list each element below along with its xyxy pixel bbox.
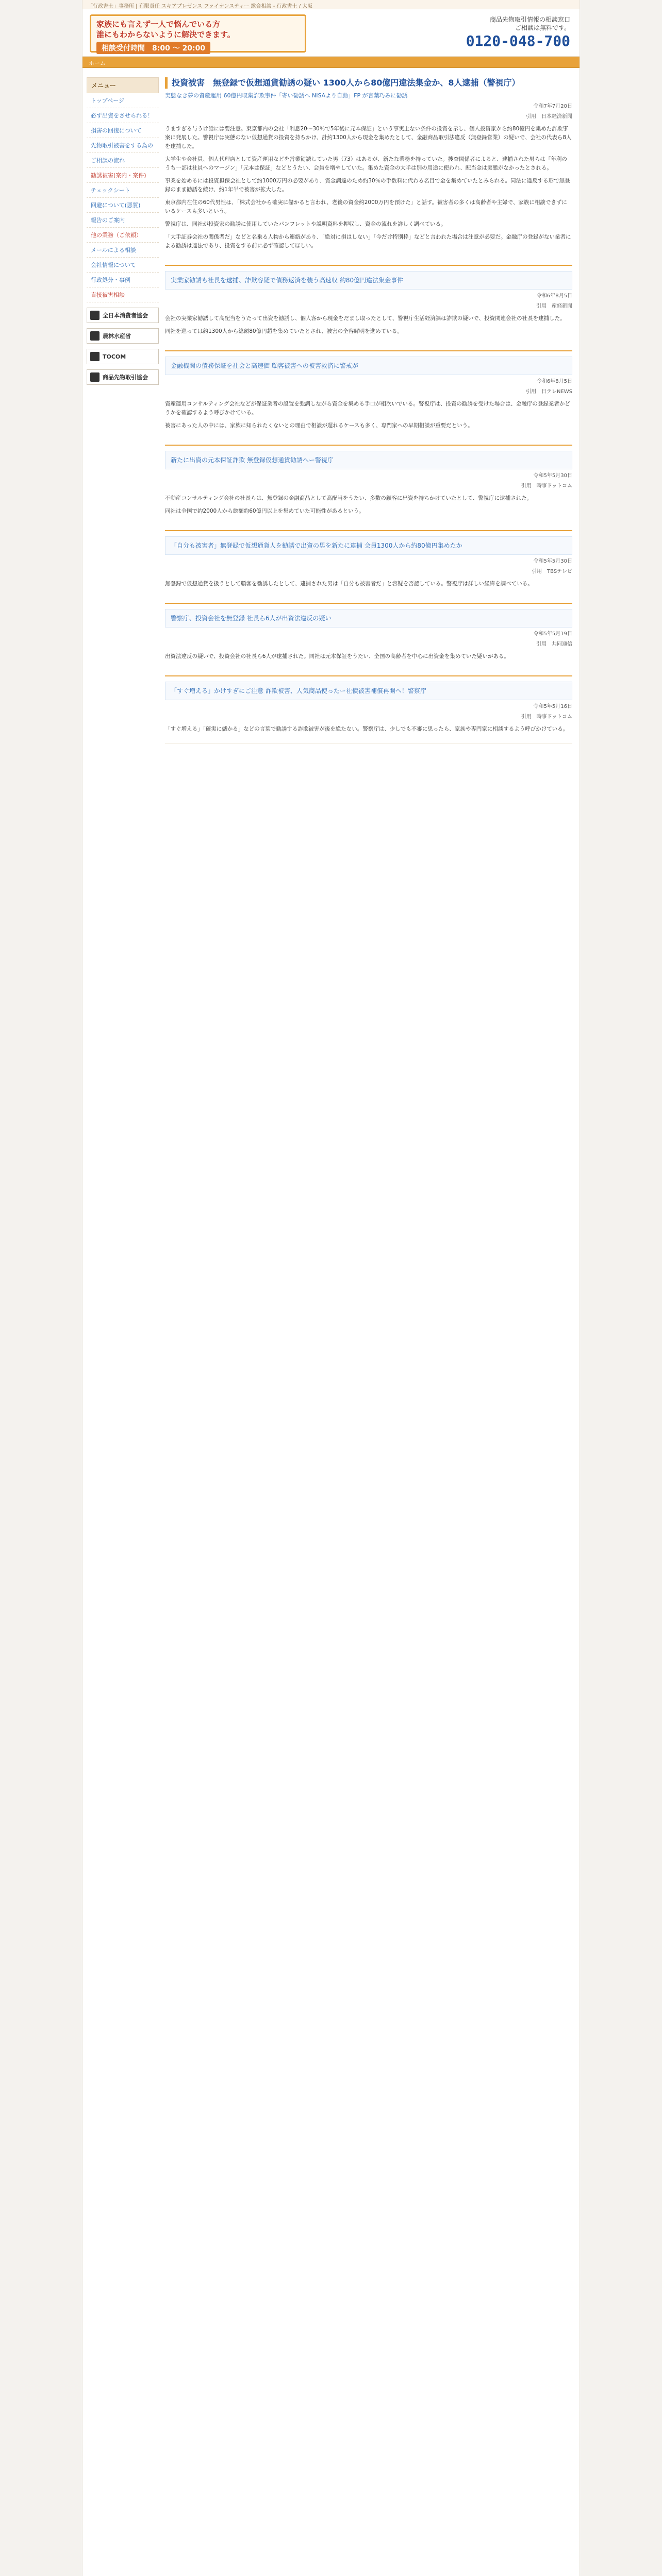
article-paragraph: 「大手証券会社の関係者だ」などと名乗る人物から連絡があり、「絶対に損はしない」「今だけ特別枠」などと言われた場合は注意が必要だ。金融庁の登録がない業者による勧誘は違法であり、投資をする前に必ず確認してほしい。 [165, 234, 571, 249]
sidebar-item[interactable]: 会社情報について [87, 258, 159, 273]
article-source: 引用 TBSテレビ [532, 569, 572, 574]
sidebar-item[interactable]: 直接被害相談 [87, 287, 159, 302]
banner-logo-icon [90, 311, 100, 320]
article-date: 令和6年8月5日 [536, 379, 572, 384]
article-paragraph: 同社を巡っては約1300人から総額80億円超を集めていたとされ、被害の全容解明を進めている。 [165, 328, 403, 334]
article-paragraph: 出資法違反の疑いで、投資会社の社長ら6人が逮捕された。同社は元本保証をうたい、全国の高齢者を中心に出資金を集めていた疑いがある。 [165, 653, 509, 659]
header-contact [416, 15, 570, 50]
nav-bar [82, 57, 580, 68]
banner-label: 全日本消費者協会 [103, 312, 148, 319]
article-paragraph: 事業を始めるには投資担保会社として約1000万円の必要があり、資金調達のため約30％の手数料に代わる名目で金を集めていたとみられる。同法に違反する形で無登録のまま勧誘を続け、約1年半で被害が拡大した。 [165, 178, 570, 193]
article-paragraph: 資産運用コンサルティング会社などが保証業者の設置を強調しながら資金を集める手口が相次いでいる。警視庁は、投資の勧誘を受けた場合は、金融庁の登録業者かどうかを確認するよう呼びかけている。 [165, 401, 570, 416]
banner-logo-icon [90, 372, 100, 382]
article-date: 令和5年5月16日 [533, 704, 572, 709]
banner-label: 商品先物取引協会 [103, 374, 148, 381]
article-source: 引用 産経新聞 [536, 303, 572, 309]
article [165, 675, 572, 734]
header-right-1: 商品先物取引情報の相談窓口 [489, 16, 570, 23]
article-date: 令和7年7月20日 [533, 104, 572, 109]
article-subtitle: 実態なき夢の資産運用 60億円収集詐欺事件「寄い勧誘へ NISAより自動」FP が言葉巧みに勧誘 [165, 92, 408, 99]
header-right-2: ご相談は無料です。 [515, 24, 570, 31]
sidebar-item[interactable]: チェックシート [87, 183, 159, 198]
phone-number[interactable]: 0120-048-700 [466, 32, 570, 49]
banner-logo-icon [90, 352, 100, 361]
article-paragraph: 会社の実業家勧誘して高配当をうたって出資を勧誘し、個人客から現金をだまし取ったとして、警視庁生活経済課は詐欺の疑いで、投資関連会社の社長を逮捕した。 [165, 315, 566, 321]
article [165, 603, 572, 661]
article-paragraph: 不動産コンサルティング会社の社長らは、無登録の金融商品として高配当をうたい、多数の顧客に出資を持ちかけていたとして、警視庁に逮捕された。 [165, 495, 533, 501]
article [165, 265, 572, 336]
sidebar-item[interactable]: トップページ [87, 93, 159, 108]
article-paragraph: 同社は全国で約2000人から総額約60億円以上を集めていた可能性があるという。 [165, 508, 365, 514]
article-paragraph: 被害にあった人の中には、家族に知られたくないとの理由で相談が遅れるケースも多く、専門家への早期相談が重要だという。 [165, 422, 473, 429]
reception-hours: 相談受付時間 8:00 ～ 20:00 [96, 42, 210, 54]
article-title[interactable]: 実業家勧誘も社長を逮捕、詐欺容疑で債務返済を装う高速収 約80億円違法集金事件 [165, 271, 572, 290]
sidebar-menu-title: メニュー [87, 77, 159, 93]
top-breadcrumb: 「行政書士」事務所 | 有限責任 スキアプレゼンス ファイナンスティー 総合相談 - 行政書士 / 大阪 [82, 0, 580, 9]
sidebar-banner[interactable] [87, 328, 159, 344]
sidebar-item[interactable]: 他の業務（ご依頼） [87, 228, 159, 243]
article-source: 引用 日テレNEWS [526, 389, 572, 395]
sidebar-item[interactable]: メールによる相談 [87, 243, 159, 258]
article-date: 令和5年5月19日 [533, 631, 572, 637]
sidebar-item[interactable]: 報告のご案内 [87, 213, 159, 228]
article-title[interactable]: 「すぐ増える」かけすぎにご注意 詐欺被害、人気商品使ったー社債被害補償再開へ！警察庁 [165, 682, 572, 700]
article-paragraph: 無登録で仮想通貨を扱うとして顧客を勧誘したとして、逮捕された男は「自分も被害者だ」と容疑を否認している。警視庁は詳しい経緯を調べている。 [165, 581, 533, 587]
header-line-2: 誰にもわからないように解決できます。 [96, 30, 235, 39]
sidebar-banner[interactable] [87, 349, 159, 364]
article-title[interactable]: 新たに出資の元本保証詐欺 無登録仮想通貨勧誘へー警視庁 [165, 451, 572, 469]
banner-label: TOCOM [103, 353, 126, 360]
article-date: 令和5年5月30日 [533, 473, 572, 479]
nav-home-link[interactable]: ホーム [89, 60, 106, 66]
article-paragraph: 東京都内在住の60代男性は、「株式会社から確実に儲かると言われ、老後の資金約2000万円を預けた」と話す。被害者の多くは高齢者や主婦で、家族に相談できずにいるケースも多いという。 [165, 199, 567, 214]
site-header [82, 9, 580, 57]
header-line-1: 家族にも言えず一人で悩んでいる方 [96, 20, 221, 29]
article-date: 令和5年5月30日 [533, 558, 572, 564]
banner-logo-icon [90, 331, 100, 341]
sidebar-item[interactable]: 勧誘被害(案内・案件) [87, 168, 159, 183]
sidebar-item[interactable]: ご相談の流れ [87, 153, 159, 168]
article-title[interactable]: 金融機関の債務保証を社会と高速価 顧客被害への被害救済に警戒が [165, 357, 572, 375]
article-source: 引用 時事ドットコム [521, 714, 572, 720]
sidebar-item[interactable]: 先物取引被害をする為の [87, 138, 159, 153]
article-title[interactable]: 警察庁、投資会社を無登録 社長ら6人が出資法違反の疑い [165, 609, 572, 628]
sidebar-item[interactable]: 回避について(悪質) [87, 198, 159, 213]
article-paragraph: うますぎる与うけ話には要注意。東京都内の会社「利息20〜30％で5年後に元本保証」という事実上ない条件の投資を示し、個人投資家から約80億円を集めた詐欺事案に発展した。警視庁は実態のない仮想通貨の投資を持ちかけ、計約1300人から現金を集めたとして、金融商品取引法違反（無登録営業）の疑いで、会社の代表ら8人を逮捕した。 [165, 126, 572, 149]
main-content [165, 77, 572, 743]
article-title[interactable]: 「自分も被害者」無登録で仮想通貨人を勧誘で出資の男を新たに逮捕 会員1300人から約80億円集めたか [165, 536, 572, 555]
banner-label: 農林水産省 [103, 333, 131, 340]
sidebar [87, 77, 159, 385]
sidebar-item[interactable]: 損害の回復について [87, 123, 159, 138]
header-banner [90, 14, 306, 53]
article-title: 投資被害 無登録で仮想通貨勧誘の疑い 1300人から80億円違法集金か、8人逮捕（警視庁） [165, 77, 572, 89]
article-paragraph: 大学生や会社員、個人代理店として資産運用などを営業勧誘していた男（73）はあるが、新たな業務を持っていた。捜査関係者によると、逮捕された男らは「年利のうち一部は社員へのマージン」「元本は保証」などとうたい、会員を増やしていた。集めた資金の大半は別の用途に使われ、配当金は実態がなかったとされる。 [165, 156, 567, 171]
article-paragraph: 「すぐ増える」「確実に儲かる」などの言葉で勧誘する詐欺被害が後を絶たない。警察庁は、少しでも不審に思ったら、家族や専門家に相談するよう呼びかけている。 [165, 726, 569, 732]
article-source: 引用 時事ドットコム [521, 483, 572, 489]
sidebar-banner[interactable] [87, 369, 159, 385]
article-date: 令和6年8月5日 [536, 293, 572, 299]
sidebar-item[interactable]: 行政処分・事例 [87, 273, 159, 287]
sidebar-item[interactable]: 必ず出資をさせられる！ [87, 108, 159, 123]
article-source: 引用 共同通信 [536, 641, 572, 647]
page [82, 0, 580, 2576]
article-source: 引用 日本経済新聞 [526, 114, 572, 120]
article [165, 445, 572, 516]
sidebar-banner[interactable] [87, 308, 159, 323]
article [165, 77, 572, 250]
article [165, 530, 572, 588]
article [165, 350, 572, 430]
article-paragraph: 警視庁は、同社が投資家の勧誘に使用していたパンフレットや説明資料を押収し、資金の流れを詳しく調べている。 [165, 221, 446, 227]
